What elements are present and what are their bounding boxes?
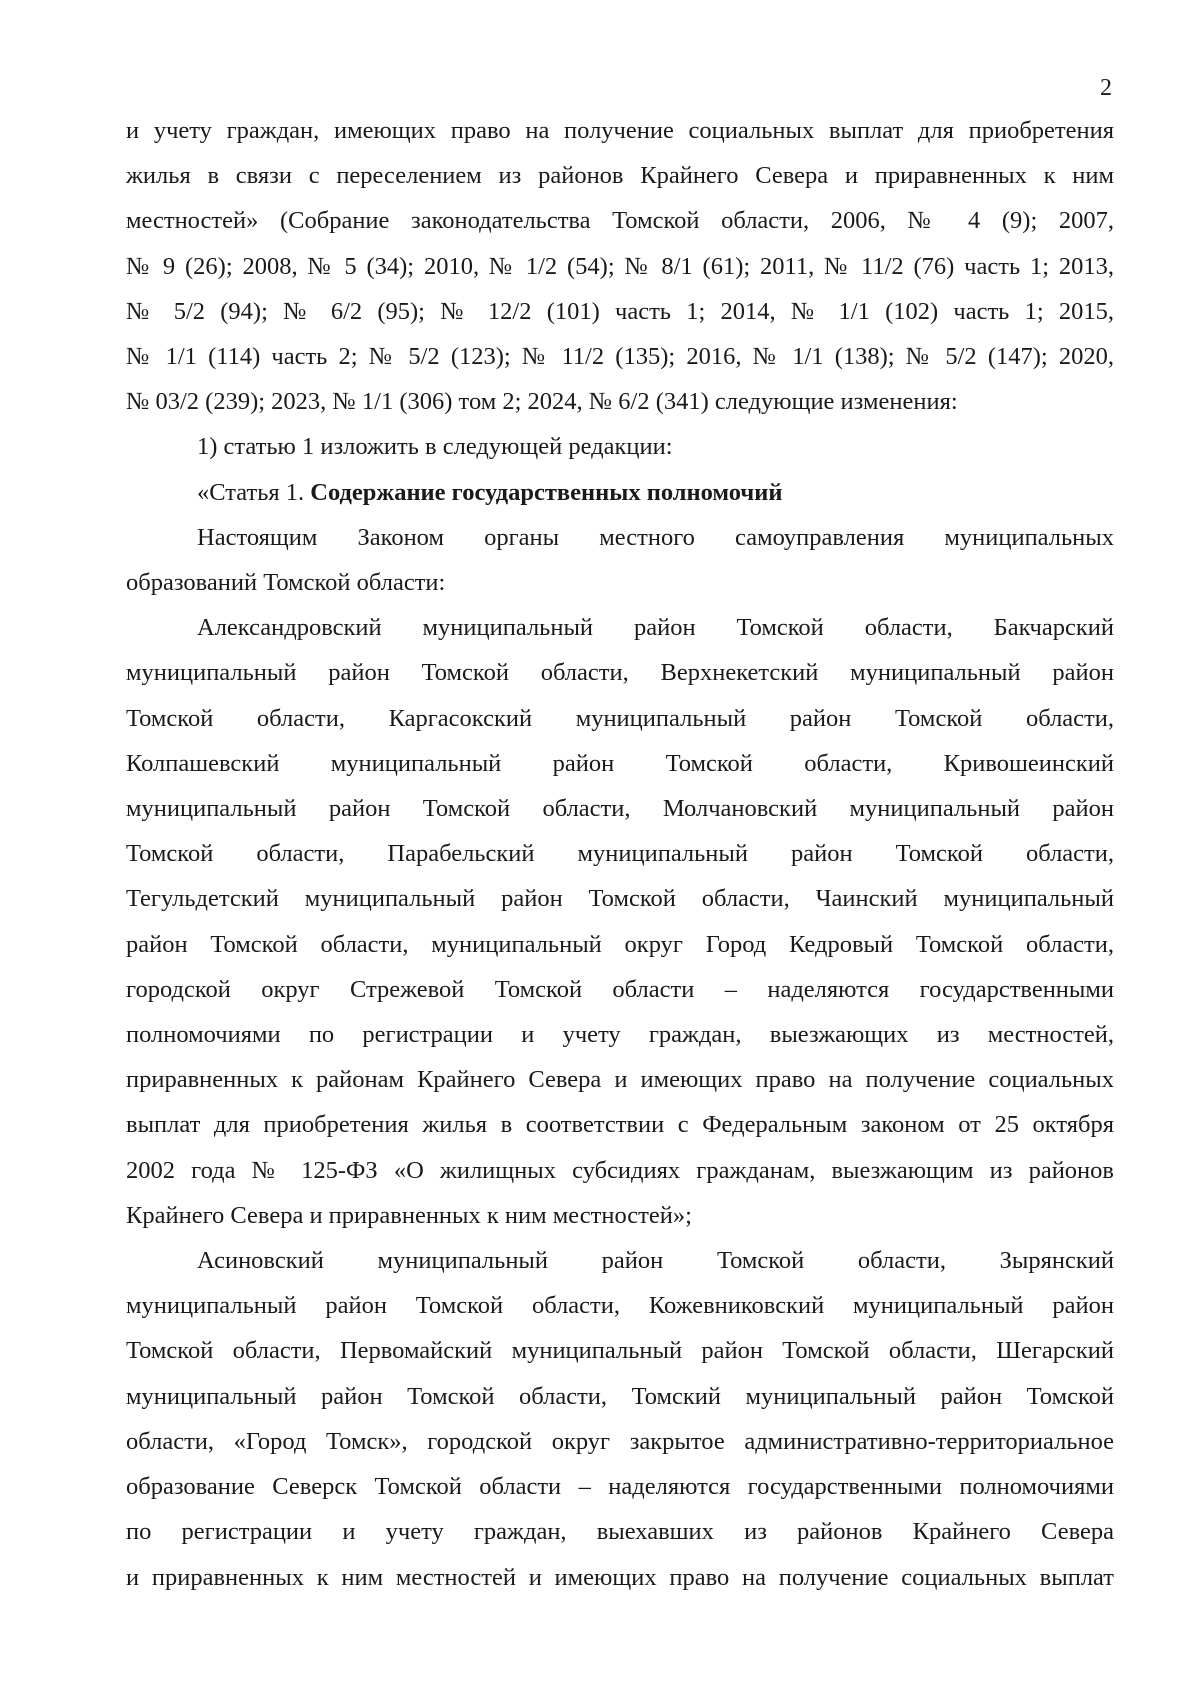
document-body	[126, 108, 1114, 1600]
group2-line-4: муниципальный район Томской области, Томский муниципальный район Томской	[126, 1382, 1114, 1410]
group2-line-5: области, «Город Томск», городской округ закрытое административно-территориальное	[126, 1427, 1114, 1455]
group1-line-14: Крайнего Севера и приравненных к ним местностей»;	[126, 1201, 692, 1229]
group1-line-3: Томской области, Каргасокский муниципальный район Томской области,	[126, 704, 1114, 732]
intro-line-2: жилья в связи с переселением из районов Крайнего Севера и приравненных к ним	[126, 162, 1114, 190]
group1-line-9: городской округ Стрежевой Томской области – наделяются государственными	[126, 975, 1114, 1003]
group2-line-3: Томской области, Первомайский муниципальный район Томской области, Шегарский	[126, 1337, 1114, 1365]
group2-line-8: и приравненных к ним местностей и имеющих право на получение социальных выплат	[126, 1563, 1114, 1591]
group1-line-10: полномочиями по регистрации и учету граждан, выезжающих из местностей,	[126, 1021, 1114, 1049]
group2-line-7: по регистрации и учету граждан, выехавших из районов Крайнего Севера	[126, 1518, 1114, 1546]
group1-line-7: Тегульдетский муниципальный район Томской области, Чаинский муниципальный	[126, 885, 1114, 913]
intro-line-5: № 5/2 (94); № 6/2 (95); № 12/2 (101) часть 1; 2014, № 1/1 (102) часть 1; 2015,	[126, 297, 1114, 325]
group1-line-6: Томской области, Парабельский муниципальный район Томской области,	[126, 840, 1114, 868]
group1-line-5: муниципальный район Томской области, Молчановский муниципальный район	[126, 795, 1114, 823]
law-intro-line-2: образований Томской области:	[126, 569, 446, 597]
article-heading-title: Содержание государственных полномочий	[310, 478, 783, 506]
group2-line-6: образование Северск Томской области – наделяются государственными полномочиями	[126, 1473, 1114, 1501]
group1-line-1: Александровский муниципальный район Томской области, Бакчарский	[197, 614, 1114, 642]
list-item-1: 1) статью 1 изложить в следующей редакции:	[197, 433, 673, 461]
article-heading-prefix: «Статья 1.	[197, 478, 311, 506]
group2-line-1: Асиновский муниципальный район Томской области, Зырянский	[197, 1247, 1114, 1275]
law-intro-line-1: Настоящим Законом органы местного самоуправления муниципальных	[197, 523, 1114, 551]
intro-line-6: № 1/1 (114) часть 2; № 5/2 (123); № 11/2 (135); 2016, № 1/1 (138); № 5/2 (147); 2020,	[126, 343, 1114, 371]
group1-line-11: приравненных к районам Крайнего Севера и имеющих право на получение социальных	[126, 1066, 1114, 1094]
intro-line-3: местностей» (Собрание законодательства Томской области, 2006, № 4 (9); 2007,	[126, 207, 1114, 235]
group1-line-13: 2002 года № 125-ФЗ «О жилищных субсидиях гражданам, выезжающим из районов	[126, 1156, 1114, 1184]
group2-line-2: муниципальный район Томской области, Кожевниковский муниципальный район	[126, 1292, 1114, 1320]
group1-line-4: Колпашевский муниципальный район Томской области, Кривошеинский	[126, 749, 1114, 777]
intro-line-1: и учету граждан, имеющих право на получение социальных выплат для приобретения	[126, 117, 1114, 144]
article-heading	[126, 470, 1114, 515]
intro-line-7: № 03/2 (239); 2023, № 1/1 (306) том 2; 2024, № 6/2 (341) следующие изменения:	[126, 388, 958, 416]
page-number: 2	[1100, 75, 1112, 101]
group1-line-2: муниципальный район Томской области, Верхнекетский муниципальный район	[126, 659, 1114, 687]
group1-line-8: район Томской области, муниципальный округ Город Кедровый Томской области,	[126, 930, 1114, 958]
intro-line-4: № 9 (26); 2008, № 5 (34); 2010, № 1/2 (54); № 8/1 (61); 2011, № 11/2 (76) часть 1; 2013,	[126, 252, 1114, 280]
group1-line-12: выплат для приобретения жилья в соответствии с Федеральным законом от 25 октября	[126, 1111, 1114, 1139]
